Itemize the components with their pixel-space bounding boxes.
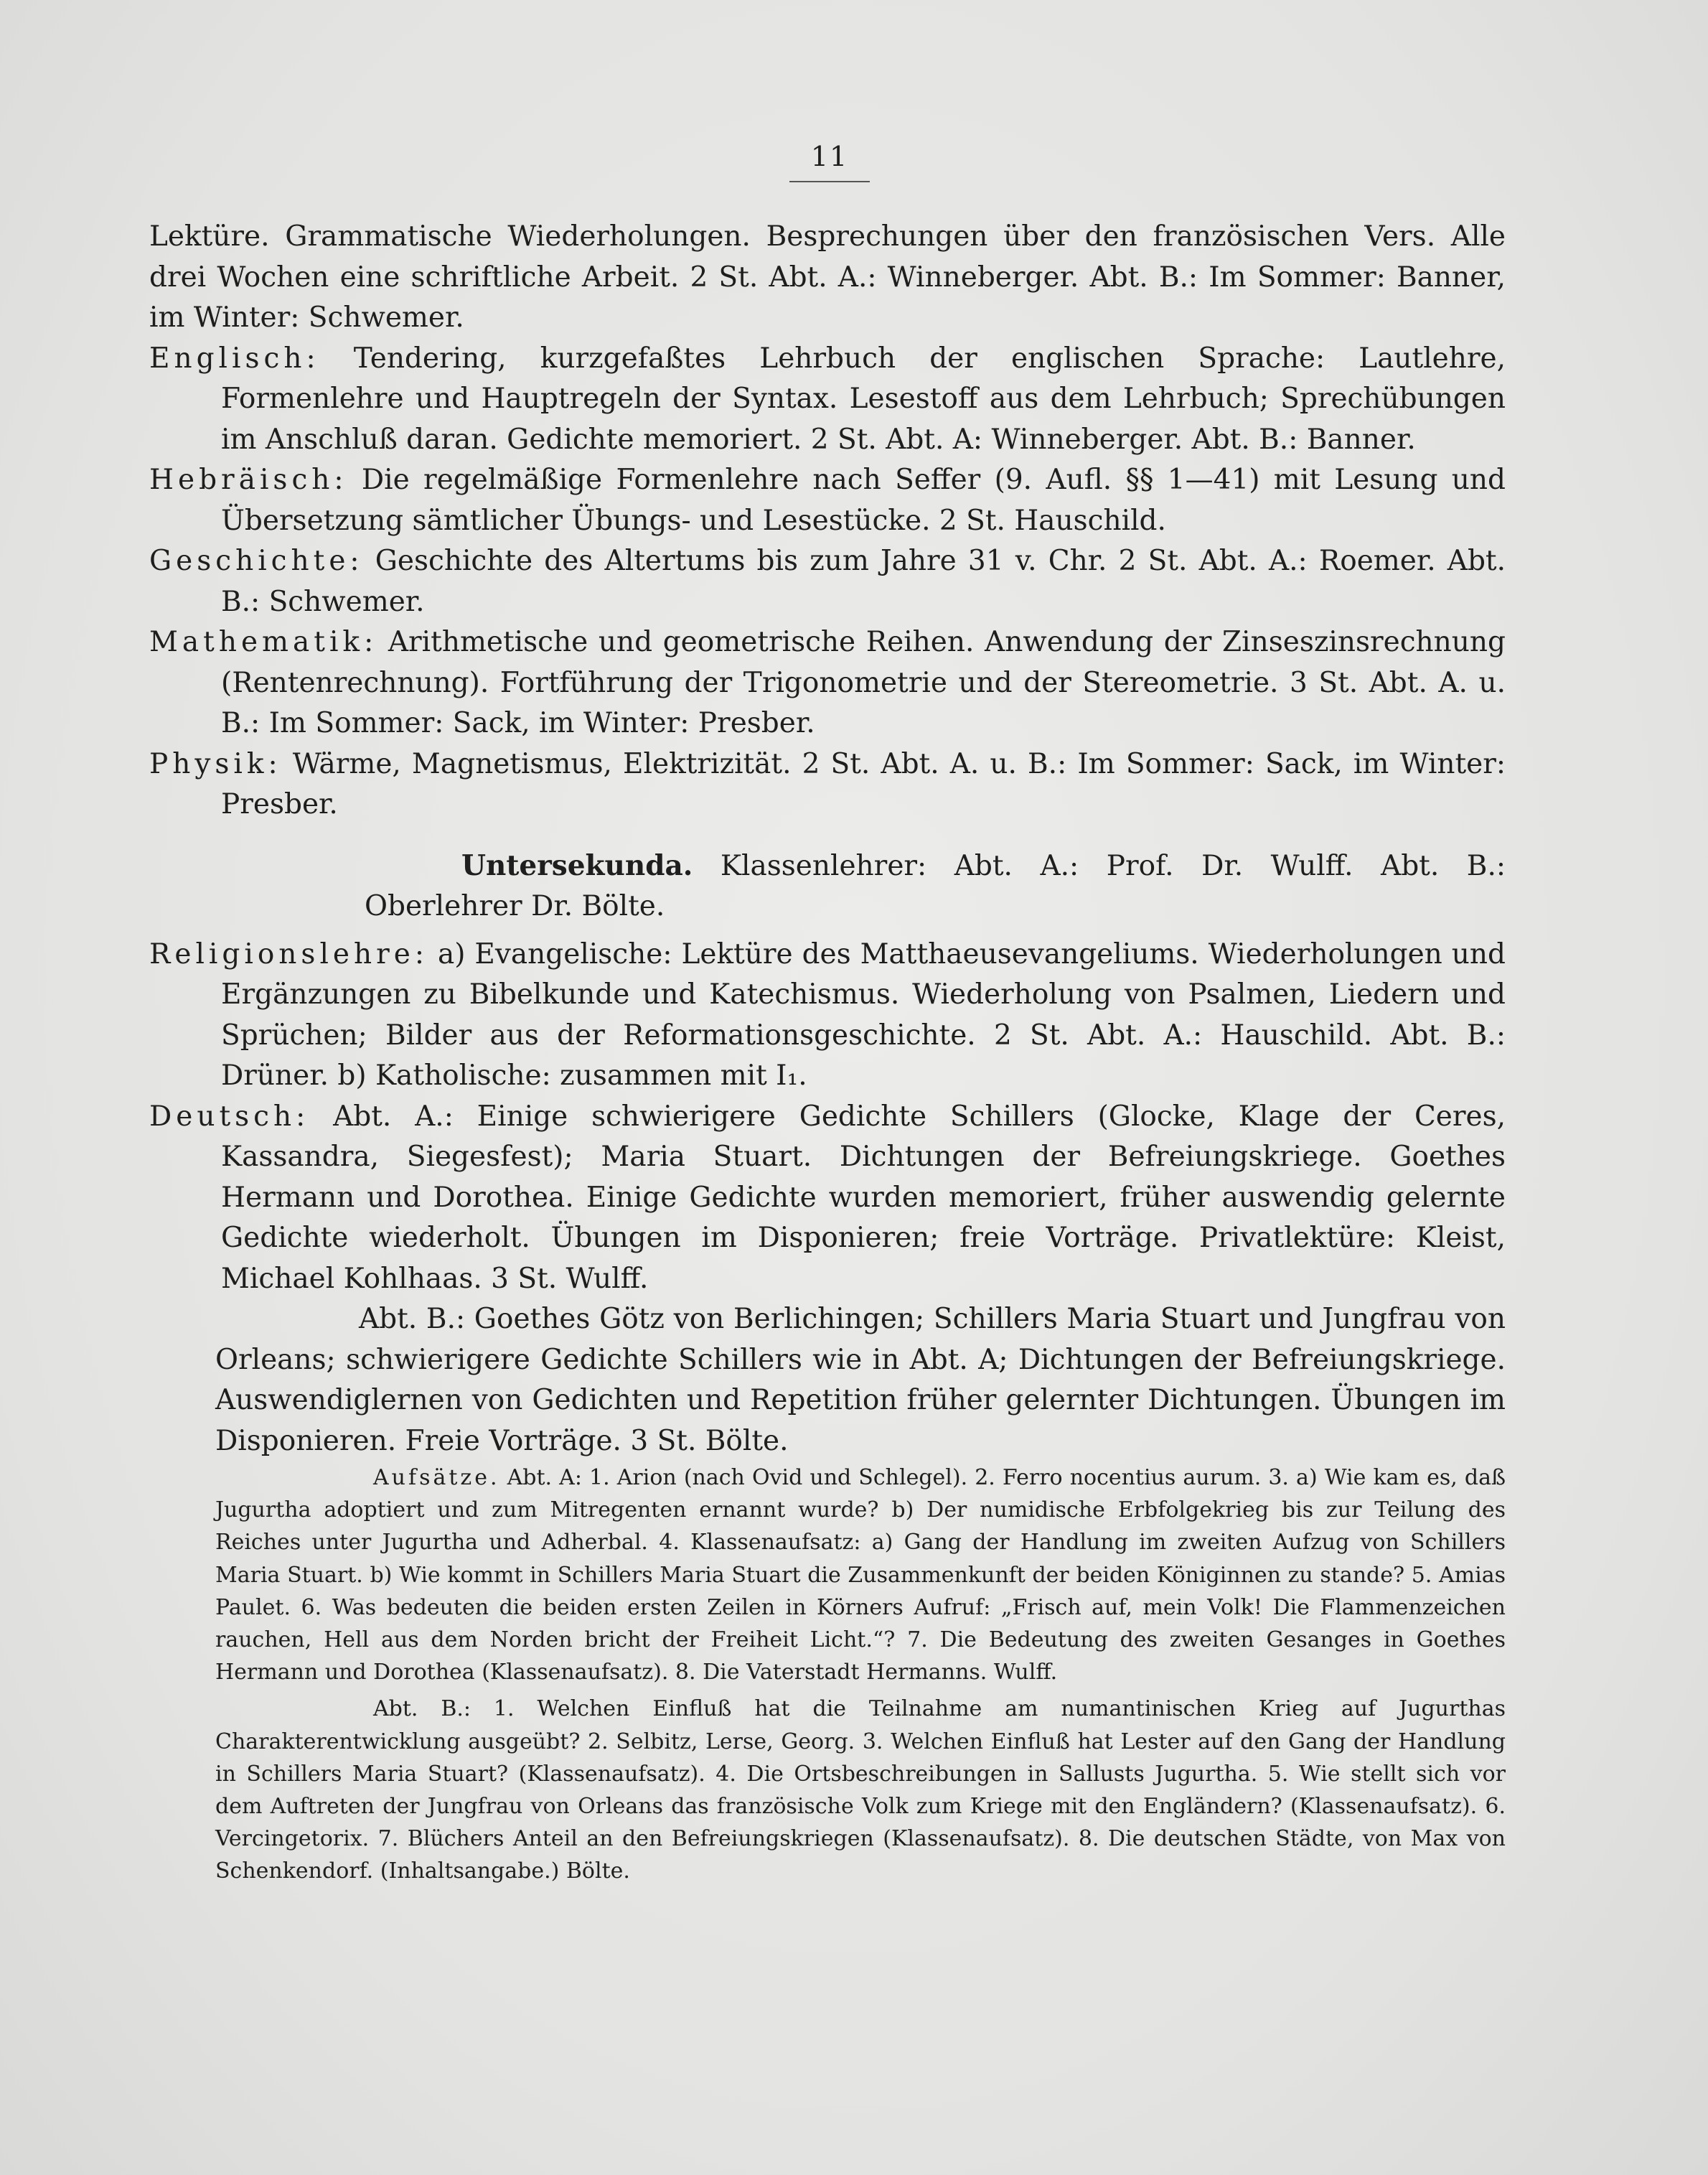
page-number-rule [789, 181, 870, 182]
paragraph-text: Wärme, Magnetismus, Elektrizität. 2 St. Abt. A. u. B.: Im Sommer: Sack, im Winter: Presber. [221, 747, 1506, 820]
paragraph-text: Geschichte des Altertums bis zum Jahre 31 v. Chr. 2 St. Abt. A.: Roemer. Abt. B.: Schwemer. [221, 545, 1506, 618]
section-heading-untersekunda [149, 846, 1506, 927]
page-number: 11 [810, 141, 849, 172]
aufsaetze-abt-b [149, 1693, 1506, 1887]
paragraph-text: a) Evangelische: Lektüre des Matthaeusevangeliums. Wiederholungen und Ergänzungen zu Bibelkunde und Katechismus. Wiederholung von Psalmen, Liedern und Sprüchen; Bilder aus der Reformationsgeschichte. 2 St. Abt. A.: Hauschild. Abt. B.: Drüner. b) Katholische: zusammen mit I₁. [221, 937, 1506, 1092]
section-heading-text: Klassenlehrer: Abt. A.: Prof. Dr. Wulff. Abt. B.: Oberlehrer Dr. Bölte. [365, 849, 1506, 922]
aufsaetze-abt-a [149, 1461, 1506, 1688]
paragraph-hebraeisch [149, 460, 1506, 541]
page-content [149, 217, 1506, 1888]
paragraph-text: Lektüre. Grammatische Wiederholungen. Besprechungen über den französischen Vers. Alle drei Wochen eine schriftliche Arbeit. 2 St. Abt. A.: Winneberger. Abt. B.: Im Sommer: Banner, im Winter: Schwemer. [149, 220, 1506, 334]
subject-label: Physik: [149, 747, 282, 780]
subject-label: Deutsch: [149, 1100, 310, 1133]
subject-label: Englisch: [149, 342, 320, 375]
subject-label: Mathematik: [149, 626, 378, 658]
aufsaetze-text-a: Abt. A: 1. Arion (nach Ovid und Schlegel). 2. Ferro nocentius aurum. 3. a) Wie kam es, daß Jugurtha adoptiert und zum Mitregenten ernannt wurde? b) Der numidische Erbfolgekrieg bis zur Teilung des Reiches unter Jugurtha und Adherbal. 4. Klassenaufsatz: a) Gang der Handlung im zweiten Aufzug von Schillers Maria Stuart. b) Wie kommt in Schillers Maria Stuart die Zusammenkunft der beiden Königinnen zu stande? 5. Amias Paulet. 6. Was bedeuten die beiden ersten Zeilen in Körners Aufruf: „Frisch auf, mein Volk! Die Flammenzeichen rauchen, Hell aus dem Norden bricht der Freiheit Licht.“? 7. Die Bedeutung des zweiten Gesanges in Goethes Hermann und Dorothea (Klassenaufsatz). 8. Die Vaterstadt Hermanns. Wulff. [215, 1465, 1506, 1685]
subject-label: Hebräisch: [149, 464, 348, 496]
paragraph-religionslehre [149, 935, 1506, 1097]
subject-label: Religionslehre: [149, 937, 428, 970]
paragraph-deutsch-abt-b [149, 1299, 1506, 1461]
paragraph-text: Abt. A.: Einige schwierigere Gedichte Schillers (Glocke, Klage der Ceres, Kassandra, Siegesfest); Maria Stuart. Dichtungen der Befreiungskriege. Goethes Hermann und Dorothea. Einige Gedichte wurden memoriert, früher auswendig gelernte Gedichte wiederholt. Übungen im Disponieren; freie Vorträge. Privatlektüre: Kleist, Michael Kohlhaas. 3 St. Wulff. [221, 1100, 1506, 1295]
aufsaetze-label: Aufsätze. [373, 1465, 500, 1490]
aufsaetze-text-b: Abt. B.: 1. Welchen Einfluß hat die Teilnahme am numantinischen Krieg auf Jugurthas Charakterentwicklung ausgeübt? 2. Selbitz, Lerse, Georg. 3. Welchen Einfluß hat Lester auf den Gang der Handlung in Schillers Maria Stuart? (Klassenaufsatz). 4. Die Ortsbeschreibungen in Sallusts Jugurtha. 5. Wie stellt sich vor dem Auftreten der Jungfrau von Orleans das französische Volk zum Kriege mit den Engländern? (Klassenaufsatz). 6. Vercingetorix. 7. Blüchers Anteil an den Befreiungskriegen (Klassenaufsatz). 8. Die deutschen Städte, von Max von Schenkendorf. (Inhaltsangabe.) Bölte. [215, 1696, 1506, 1884]
subject-label: Geschichte: [149, 545, 364, 577]
section-title: Untersekunda. [461, 848, 693, 882]
paragraph-physik [149, 744, 1506, 825]
paragraph-deutsch [149, 1097, 1506, 1300]
paragraph-text: Abt. B.: Goethes Götz von Berlichingen; Schillers Maria Stuart und Jungfrau von Orleans; schwierigere Gedichte Schillers wie in Abt. A; Dichtungen der Befreiungskriege. Auswendiglernen von Gedichten und Repetition früher gelernter Dichtungen. Übungen im Disponieren. Freie Vorträge. 3 St. Bölte. [215, 1303, 1506, 1457]
paragraph-mathematik [149, 622, 1506, 744]
paragraph-englisch [149, 339, 1506, 461]
paragraph-text: Arithmetische und geometrische Reihen. Anwendung der Zinseszinsrechnung (Rentenrechnung). Fortführung der Trigonometrie und der Stereometrie. 3 St. Abt. A. u. B.: Im Sommer: Sack, im Winter: Presber. [221, 626, 1506, 739]
paragraph-text: Tendering, kurzgefaßtes Lehrbuch der englischen Sprache: Lautlehre, Formenlehre und Hauptregeln der Syntax. Lesestoff aus dem Lehrbuch; Sprechübungen im Anschluß daran. Gedichte memoriert. 2 St. Abt. A: Winneberger. Abt. B.: Banner. [221, 342, 1506, 456]
paragraph-lektuere [149, 217, 1506, 339]
paragraph-geschichte [149, 541, 1506, 622]
paragraph-text: Die regelmäßige Formenlehre nach Seffer (9. Aufl. §§ 1—41) mit Lesung und Übersetzung sämtlicher Übungs- und Lesestücke. 2 St. Hauschild. [221, 464, 1506, 537]
